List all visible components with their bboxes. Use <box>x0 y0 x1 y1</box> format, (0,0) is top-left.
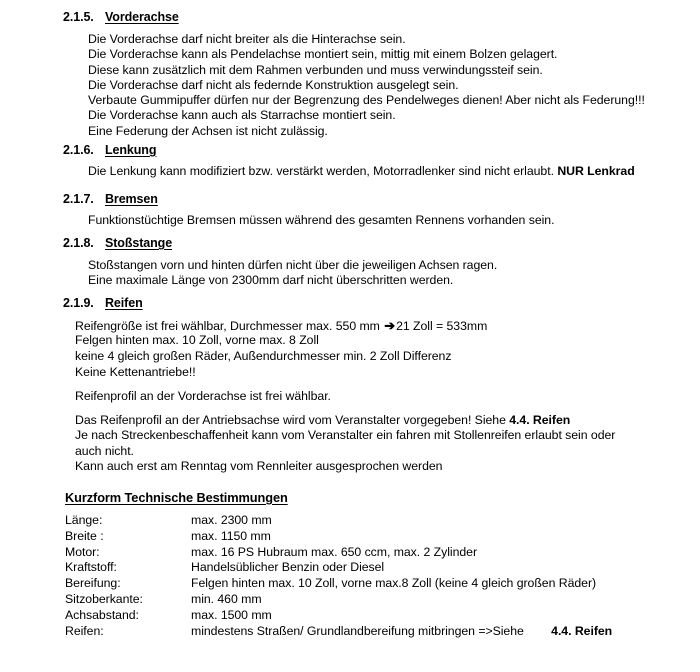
body-text-bold: 4.4. Reifen <box>509 413 571 427</box>
body-line: Verbaute Gummipuffer dürfen nur der Begrenzung des Pendelweges dienen! Aber nicht als Federung!!! <box>88 93 645 108</box>
body-line: Die Vorderachse kann auch als Starrachse montiert sein. <box>88 108 396 123</box>
spec-value: min. 460 mm <box>191 591 262 606</box>
table-row <box>65 545 612 561</box>
body-line: Die Vorderachse darf nicht als federnde Konstruktion ausgelegt sein. <box>88 77 459 92</box>
spec-value: max. 2300 mm <box>191 513 272 527</box>
body-line: Eine maximale Länge von 2300mm darf nicht überschritten werden. <box>88 273 454 288</box>
section-title: Reifen <box>105 296 143 310</box>
body-line: Kann auch erst am Renntag vom Rennleiter ausgesprochen werden <box>75 458 443 473</box>
spec-label: Achsabstand: <box>65 607 139 622</box>
body-line: Diese kann zusätzlich mit dem Rahmen verbunden und muss verwindungssteif sein. <box>88 62 543 77</box>
section-title: Bremsen <box>105 192 158 206</box>
table-row <box>65 513 612 529</box>
spec-value-text: mindestens Straßen/ Grundlandbereifung mitbringen =>Siehe <box>191 623 528 638</box>
kurzform-heading: Kurzform Technische Bestimmungen <box>65 490 288 505</box>
section-number: 2.1.8. <box>63 236 94 250</box>
section-body-reifen-groesse <box>75 318 487 364</box>
table-row <box>65 608 612 624</box>
table-row <box>65 592 612 608</box>
body-line: Eine Federung der Achsen ist nicht zulässig. <box>88 123 328 138</box>
body-text: Reifengröße ist frei wählbar, Durchmesser max. 550 mm <box>75 319 384 333</box>
body-line: Die Vorderachse kann als Pendelachse montiert sein, mittig mit einem Bolzen gelagert. <box>88 47 558 62</box>
body-text: Die Lenkung kann modifiziert bzw. verstärkt werden, Motorradlenker sind nicht erlaubt. <box>88 164 558 178</box>
spec-value: Handelsüblicher Benzin oder Diesel <box>191 560 385 575</box>
section-heading-bremsen <box>63 192 158 206</box>
table-row <box>65 624 612 640</box>
section-body-stossstange <box>88 258 497 289</box>
arrow-right-icon: ➔ <box>384 318 396 333</box>
body-text: Das Reifenprofil an der Antriebsachse wird vom Veranstalter vorgegeben! Siehe <box>75 413 510 427</box>
section-title: Lenkung <box>105 143 157 157</box>
spec-value: Felgen hinten max. 10 Zoll, vorne max.8 Zoll (keine 4 gleich großen Räder) <box>191 576 597 591</box>
body-line <box>75 318 487 333</box>
body-line: Felgen hinten max. 10 Zoll, vorne max. 8 Zoll <box>75 333 319 348</box>
section-number: 2.1.6. <box>63 143 94 157</box>
spec-value: max. 16 PS Hubraum max. 650 ccm, max. 2 Zylinder <box>191 544 477 559</box>
spec-label: Bereifung: <box>65 576 121 591</box>
section-body-lenkung <box>88 164 635 179</box>
spec-value <box>191 624 612 640</box>
section-body-bremsen <box>88 213 554 228</box>
section-body-reifen-profil <box>75 389 331 404</box>
body-line: Je nach Streckenbeschaffenheit kann vom Veranstalter ein fahren mit Stollenreifen erlaubt sein oder <box>75 428 616 443</box>
section-title: Vorderachse <box>105 10 179 24</box>
body-line: auch nicht. <box>75 443 134 458</box>
spec-label: Breite : <box>65 528 104 543</box>
section-heading-vorderachse <box>63 10 179 24</box>
table-row <box>65 576 612 592</box>
spec-label: Sitzoberkante: <box>65 591 143 606</box>
body-line <box>75 413 615 428</box>
section-number: 2.1.9. <box>63 296 94 310</box>
body-line: keine 4 gleich großen Räder, Außendurchmesser min. 2 Zoll Differenz <box>75 348 452 363</box>
kurzform-spec-table <box>65 513 612 639</box>
body-line: Stoßstangen vorn und hinten dürfen nicht über die jeweiligen Achsen ragen. <box>88 258 498 272</box>
section-body-reifen-kette <box>75 365 196 380</box>
section-body-reifen-antriebsachse <box>75 413 615 474</box>
body-line: Funktionstüchtige Bremsen müssen während des gesamten Rennens vorhanden sein. <box>88 213 555 227</box>
body-line: Reifenprofil an der Vorderachse ist frei wählbar. <box>75 389 331 403</box>
body-line: Keine Kettenantriebe!! <box>75 365 196 379</box>
spec-label: Reifen: <box>65 623 104 638</box>
section-number: 2.1.5. <box>63 10 94 24</box>
section-heading-reifen <box>63 296 143 310</box>
spec-label: Motor: <box>65 544 100 559</box>
section-heading-lenkung <box>63 143 156 157</box>
section-title: Stoßstange <box>105 236 173 250</box>
spec-value-bold: 4.4. Reifen <box>551 623 613 638</box>
body-text-bold: NUR Lenkrad <box>557 164 635 178</box>
spec-label: Länge: <box>65 513 103 527</box>
section-number: 2.1.7. <box>63 192 94 206</box>
table-row <box>65 560 612 576</box>
spec-value: max. 1150 mm <box>191 528 271 543</box>
table-row <box>65 529 612 545</box>
body-line: Die Vorderachse darf nicht breiter als die Hinterachse sein. <box>88 32 406 46</box>
spec-label: Kraftstoff: <box>65 560 117 575</box>
body-line <box>88 164 635 179</box>
section-heading-stossstange <box>63 236 172 250</box>
spec-value: max. 1500 mm <box>191 607 272 622</box>
section-body-vorderachse <box>88 32 645 139</box>
body-text: 21 Zoll = 533mm <box>396 319 488 333</box>
